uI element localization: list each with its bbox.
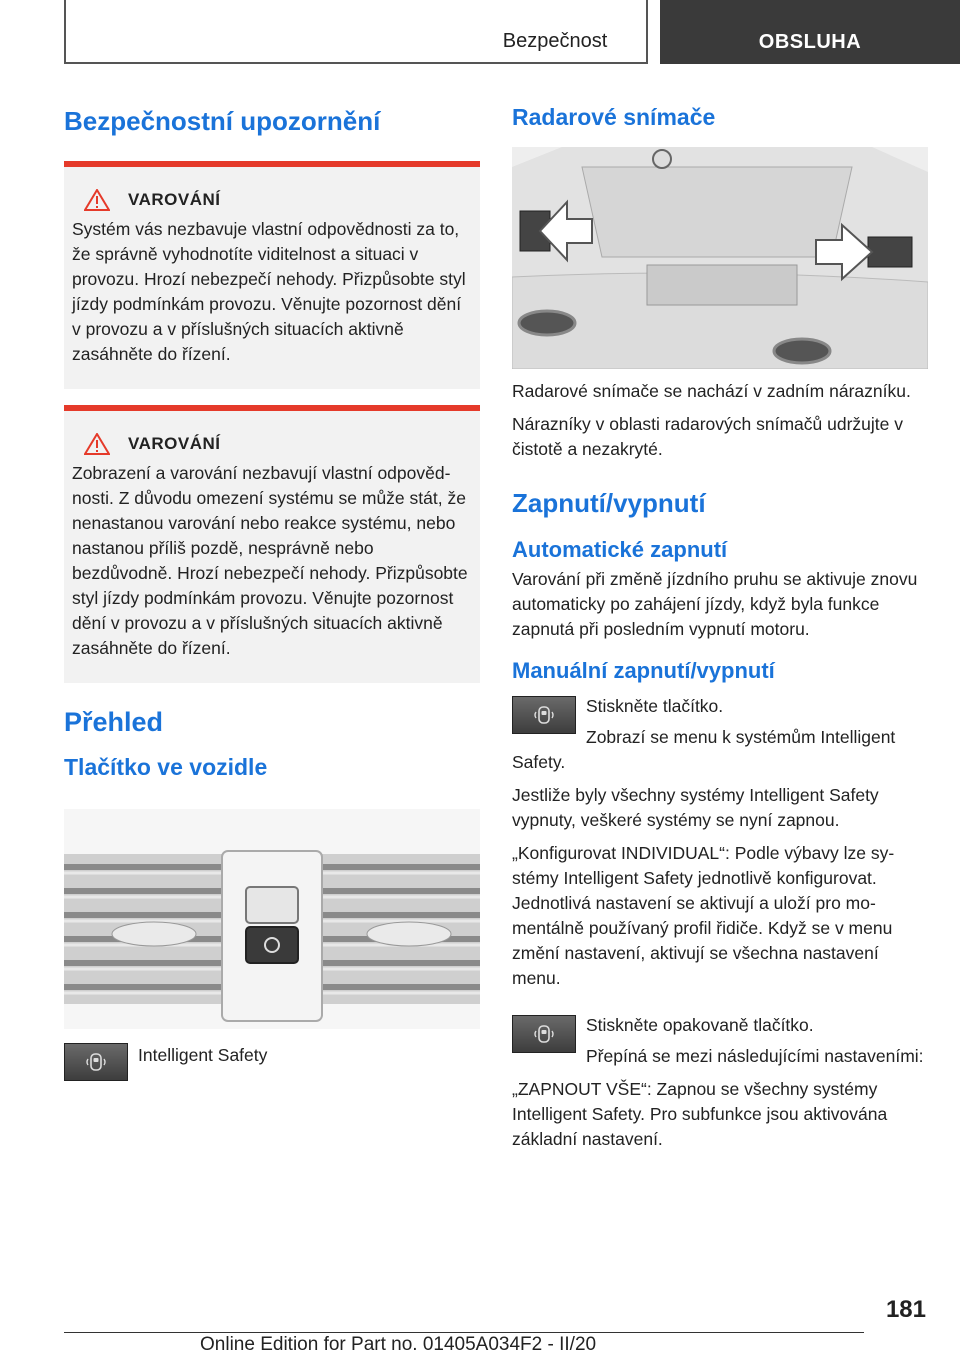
intelligent-safety-button-icon xyxy=(512,696,576,734)
step-2-result: Přepíná se mezi následujícími nastaveními: xyxy=(586,1046,924,1066)
warning-text: Zobrazení a varování nezbavují vlastní odpovědnosti. Z důvodu omezení systému se může stát, že nenastanou varování nebo reakce systému, nebo nastanou příliš pozdě, nesprávně nebo bezdůvodně. Hrozí nebezpečí nehody. Přizpůsobte styl jízdy podmínkám provozu. Věnujte pozornost dění v provozu a v příslušných situacích aktivně zasáhněte do řízení. xyxy=(72,463,468,658)
vehicle-button-photo xyxy=(64,809,480,1029)
air-vent-illustration xyxy=(64,809,480,1029)
warning-header xyxy=(72,433,472,455)
individual-paragraph: „Konfigurovat INDIVIDUAL“: Podle výbavy lze systémy Intelligent Safety jednotlivě konfigurovat. Jednotlivá nastavení se aktivují a uloží pro momentálně používaný profil řidiče. Když se v menu změní nastavení, aktivují se všechna nastavení menu. xyxy=(512,843,895,988)
button-caption-row xyxy=(64,1043,480,1081)
safety-title: Bezpečnostní upozornění xyxy=(64,106,381,136)
step-1 xyxy=(512,694,928,775)
safety-symbol-icon xyxy=(533,1023,555,1045)
intelligent-safety-button-icon xyxy=(512,1015,576,1053)
onoff-title: Zapnutí/vypnutí xyxy=(512,488,706,518)
right-column xyxy=(512,100,928,1152)
warning-text: Systém vás nezbavuje vlastní odpovědnosti za to, že správně vyhodnotíte viditelnost a situaci v provozu. Hrozí nebezpečí nehody. Přizpůsobte styl jízdy podmínkám provozu. Věnujte pozornost dění v provozu a v příslušných situacích aktivně zasáhněte do řízení. xyxy=(72,219,466,364)
warning-triangle-icon xyxy=(84,189,110,211)
radar-paragraph-1: Radarové snímače se nachází v zadním nárazníku. xyxy=(512,381,911,401)
warning-label: VAROVÁNÍ xyxy=(128,434,221,453)
manual-title: Manuální zapnutí/vypnutí xyxy=(512,658,775,683)
step-2 xyxy=(512,1013,928,1069)
header-chapter-label: OBSLUHA xyxy=(758,31,862,53)
warning-header xyxy=(72,189,472,211)
step-2-instruction: Stiskněte opakovaně tlačítko. xyxy=(586,1015,814,1035)
button-caption: Intelligent Safety xyxy=(138,1045,268,1065)
all-off-paragraph: Jestliže byly všechny systémy Intelligent Safety vypnuty, veškeré systémy se nyní zapnou. xyxy=(512,785,879,830)
rear-bumper-photo xyxy=(512,147,928,369)
safety-symbol-icon xyxy=(533,704,555,726)
radar-title: Radarové snímače xyxy=(512,104,716,130)
auto-on-title: Automatické zapnutí xyxy=(512,537,728,562)
radar-paragraph-2: Nárazníky v oblasti radarových snímačů udržujte v čistotě a nezakryté. xyxy=(512,414,903,459)
step-1-result: Zobrazí se menu k systémům Intelligent Safety. xyxy=(512,727,896,772)
zapnout-paragraph: „ZAPNOUT VŠE“: Zapnou se všechny systémy Intelligent Safety. Pro subfunkce jsou aktivována základní nastavení. xyxy=(512,1079,888,1149)
footer-rule xyxy=(64,1332,864,1333)
footer-edition: Online Edition for Part no. 01405A034F2 - II/20 xyxy=(200,1334,597,1355)
warning-triangle-icon xyxy=(84,433,110,455)
header-chapter-tab xyxy=(660,0,960,64)
overview-title: Přehled xyxy=(64,707,164,737)
safety-symbol-icon xyxy=(85,1051,107,1073)
rear-bumper-illustration xyxy=(512,147,928,369)
intelligent-safety-button-icon xyxy=(64,1043,128,1081)
page-number: 181 xyxy=(885,1296,926,1323)
warning-box-1 xyxy=(64,161,480,389)
warning-label: VAROVÁNÍ xyxy=(128,190,221,209)
button-section-title: Tlačítko ve vozidle xyxy=(64,754,268,780)
step-1-instruction: Stiskněte tlačítko. xyxy=(586,696,724,716)
warning-box-2 xyxy=(64,405,480,683)
auto-on-paragraph: Varování při změně jízdního pruhu se aktivuje znovu automaticky po zahájení jízdy, když byla funkce zapnutá při posledním vypnutí motoru. xyxy=(512,569,918,639)
left-column xyxy=(64,100,480,1081)
header-section: Bezpečnost xyxy=(502,30,608,52)
